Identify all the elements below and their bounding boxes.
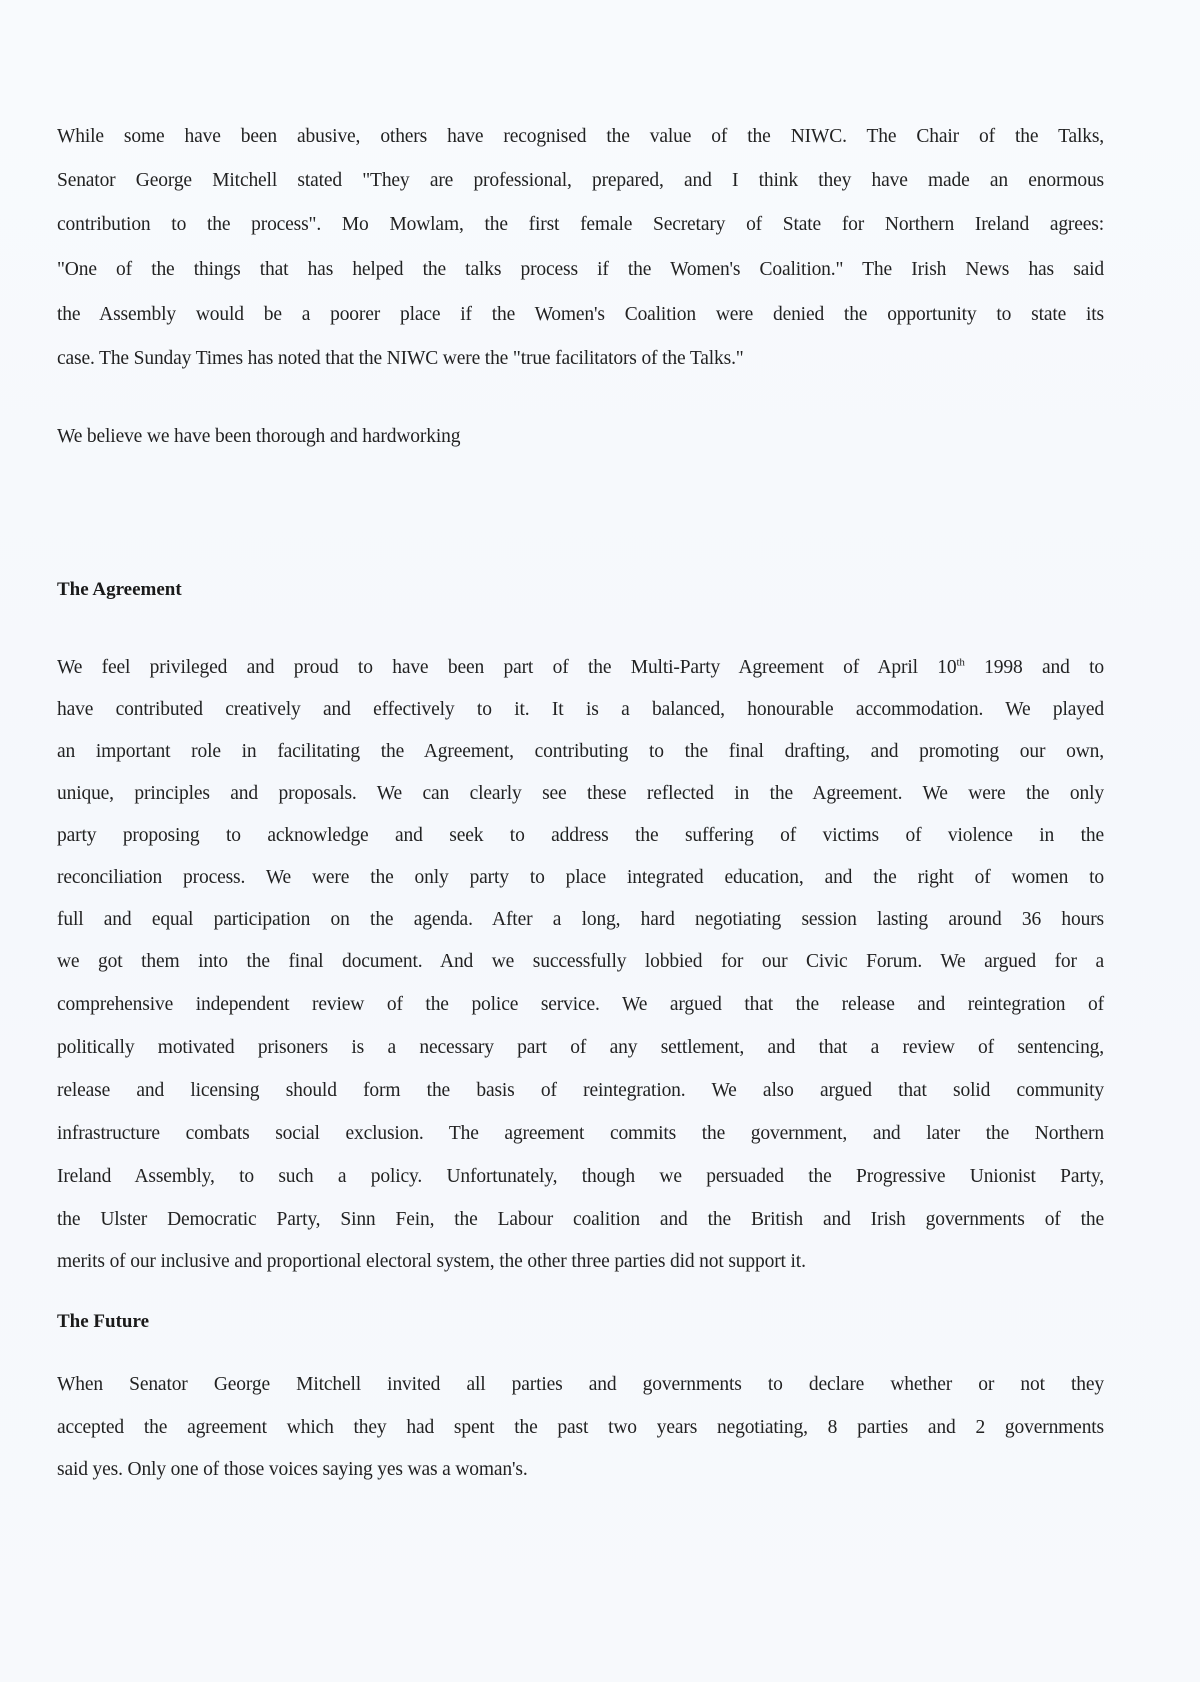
text-line: merits of our inclusive and proportional electoral system, the other three parties did not support it. <box>57 1251 806 1272</box>
text-line: full and equal participation on the agenda. After a long, hard negotiating session lasting around 36 hours <box>57 909 1104 930</box>
paragraph-thorough-hardworking: We believe we have been thorough and hardworking <box>57 426 461 447</box>
text-line: case. The Sunday Times has noted that the NIWC were the "true facilitators of the Talks." <box>57 348 744 369</box>
text-line: "One of the things that has helped the talks process if the Women's Coalition." The Irish News has said <box>57 259 1104 280</box>
text-line: accepted the agreement which they had spent the past two years negotiating, 8 parties and 2 governments <box>57 1417 1104 1438</box>
text-line: have contributed creatively and effectively to it. It is a balanced, honourable accommodation. We played <box>57 699 1104 720</box>
section-heading-future: The Future <box>57 1311 150 1332</box>
ordinal-suffix: th <box>956 656 965 669</box>
text-line: party proposing to acknowledge and seek to address the suffering of victims of violence in the <box>57 825 1104 846</box>
text-line: the Ulster Democratic Party, Sinn Fein, the Labour coalition and the British and Irish governments of the <box>57 1209 1104 1230</box>
text-line: the Assembly would be a poorer place if the Women's Coalition were denied the opportunity to state its <box>57 304 1104 325</box>
text-line: While some have been abusive, others have recognised the value of the NIWC. The Chair of the Talks, <box>57 126 1104 147</box>
text-span: We feel privileged and proud to have been part of the Multi-Party Agreement of April 10 <box>57 657 957 678</box>
text-line: When Senator George Mitchell invited all parties and governments to declare whether or not they <box>57 1374 1104 1395</box>
text-line: unique, principles and proposals. We can clearly see these reflected in the Agreement. We were the only <box>57 783 1104 804</box>
text-line: infrastructure combats social exclusion. The agreement commits the government, and later the Northern <box>57 1123 1104 1144</box>
text-line: contribution to the process". Mo Mowlam, the first female Secretary of State for Northern Ireland agrees: <box>57 214 1104 235</box>
text-line: release and licensing should form the basis of reintegration. We also argued that solid community <box>57 1080 1104 1101</box>
text-line <box>57 656 1104 680</box>
text-line: reconciliation process. We were the only party to place integrated education, and the right of women to <box>57 867 1104 888</box>
text-line: Senator George Mitchell stated "They are professional, prepared, and I think they have made an enormous <box>57 170 1104 191</box>
text-line: we got them into the final document. And we successfully lobbied for our Civic Forum. We argued for a <box>57 951 1104 972</box>
text-line: politically motivated prisoners is a necessary part of any settlement, and that a review of sentencing, <box>57 1037 1104 1058</box>
text-span: 1998 and to <box>964 657 1104 678</box>
text-line: an important role in facilitating the Agreement, contributing to the final drafting, and promoting our own, <box>57 741 1104 762</box>
text-line: comprehensive independent review of the police service. We argued that the release and reintegration of <box>57 994 1104 1015</box>
text-line: said yes. Only one of those voices saying yes was a woman's. <box>57 1459 528 1480</box>
section-heading-agreement: The Agreement <box>57 579 182 600</box>
text-line: Ireland Assembly, to such a policy. Unfortunately, though we persuaded the Progressive Unionist Party, <box>57 1166 1104 1187</box>
